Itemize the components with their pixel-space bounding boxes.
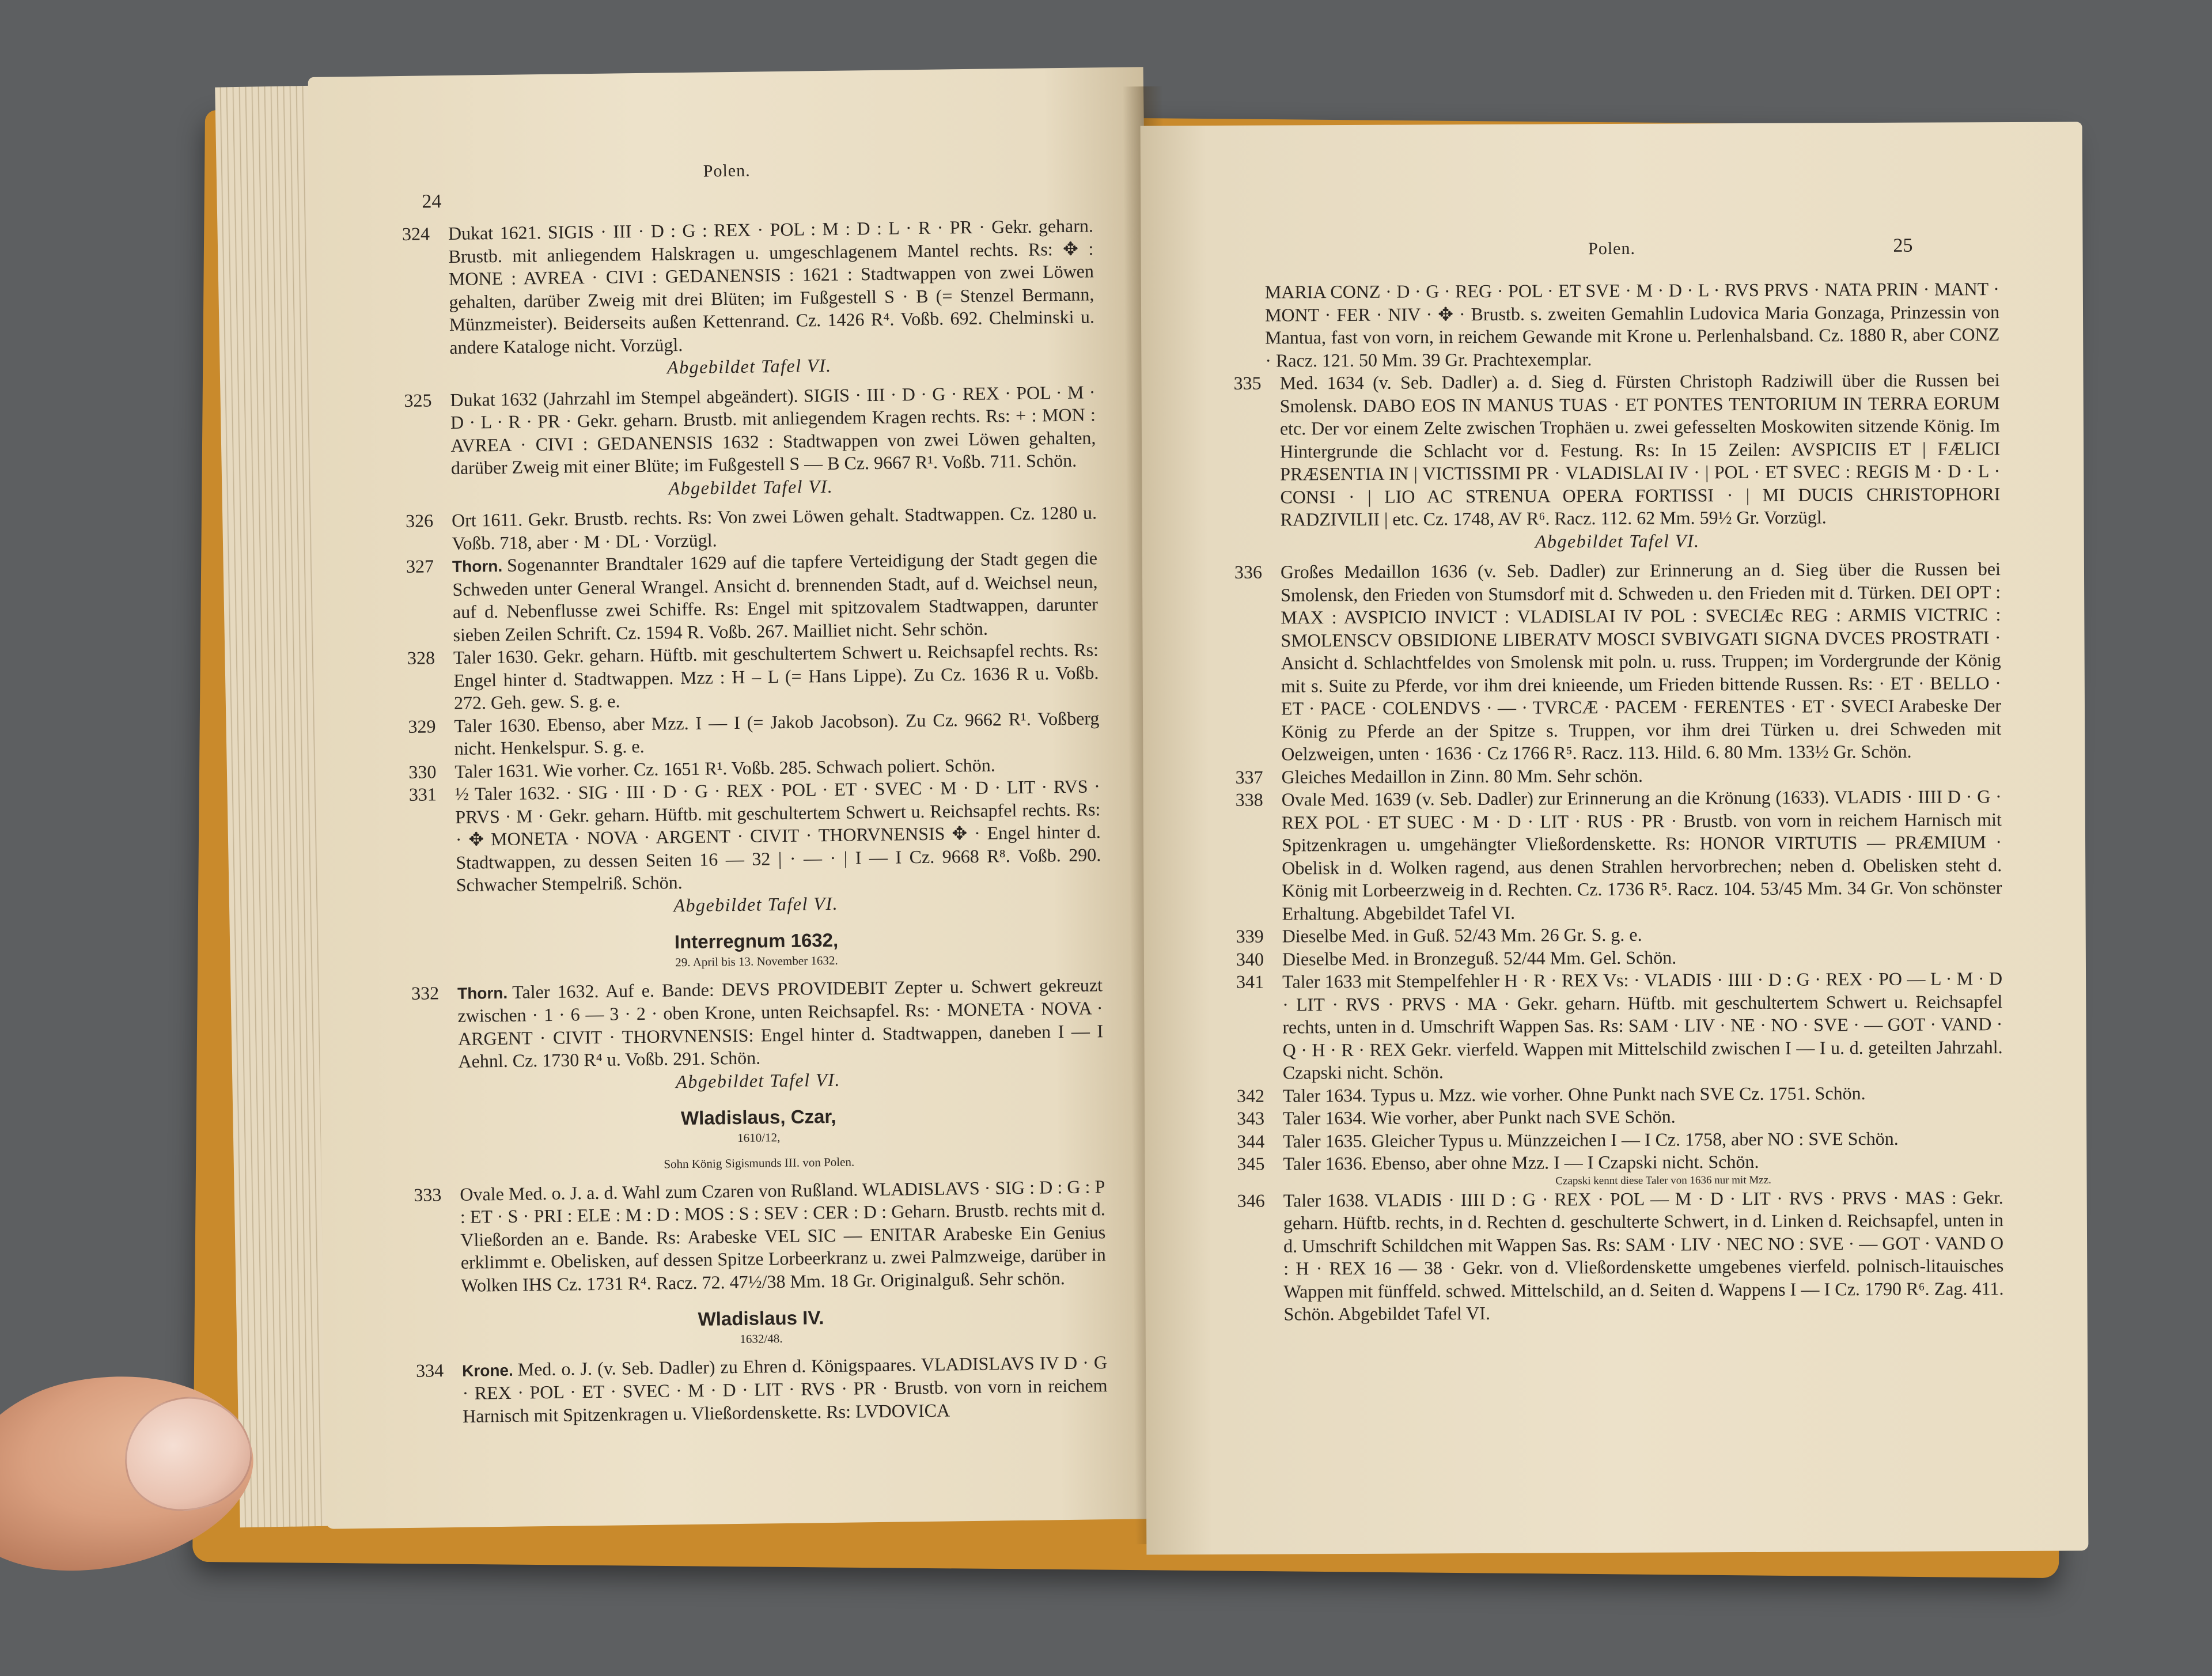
catalog-entry	[1233, 369, 2000, 531]
entry-number: 333	[414, 1183, 442, 1205]
section-dates: 29. April bis 13. November 1632.	[675, 953, 838, 969]
entry-number: 341	[1236, 971, 1264, 992]
entry-number: 326	[405, 510, 434, 531]
catalog-entry	[1233, 278, 2000, 372]
entry-number: 340	[1236, 948, 1264, 970]
catalog-entry	[406, 501, 1097, 555]
page-number: 24	[422, 191, 442, 213]
catalog-entry	[414, 1175, 1106, 1297]
section-heading: Interregnum 1632,	[674, 929, 839, 953]
entry-text: Taler 1636. Ebenso, aber ohne Mzz. I — I Czapski nicht. Schön.	[1283, 1151, 1759, 1174]
entry-number: 332	[411, 982, 440, 1004]
plate-reference: Abgebildet Tafel VI.	[666, 354, 832, 378]
entry-text: Taler 1634. Wie vorher, aber Punkt nach SVE Schön.	[1283, 1106, 1676, 1129]
section-heading: Wladislaus, Czar,	[680, 1105, 836, 1129]
catalog-entry	[1236, 967, 2003, 1084]
entry-keyword: Krone.	[461, 1361, 513, 1380]
plate-reference: Abgebildet Tafel VI.	[673, 892, 839, 915]
entry-text: Taler 1634. Typus u. Mzz. wie vorher. Ohne Punkt nach SVE Cz. 1751. Schön.	[1282, 1082, 1866, 1106]
plate-reference: Abgebildet Tafel VI.	[675, 1069, 841, 1092]
entry-text: Ort 1611. Gekr. Brustb. rechts. Rs: Von zwei Löwen gehalt. Stadtwappen. Cz. 1280 u. Voßb. 718, aber · M · DL · Vorzügl.	[451, 502, 1097, 554]
entry-number: 325	[404, 389, 432, 411]
entry-text: Taler 1638. VLADIS · IIII D : G · REX · POL — M · D · LIT · RVS · PRVS · MAS : Gekr. geharn. Hüftb. rechts, in d. Rechten d. geschulterte Schwert, in d. Linken d. Reichsapfel, unten in d. Umschrift Schildchen mit Wappen Sas. Rs: SAM · LIV · NEC NO : SVE · — GOT · VAND O : H · REX 16 — 38 · Gekr. von d. Vließordenskette umgebenes vierfeld. polnisch-litauisches Wappen mit fünffeld. schwed. Mittelschild, an d. Seiten d. Wappens I — I Cz. 1790 R⁶. Zag. 411. Schön. Abgebildet Tafel VI.	[1283, 1186, 2004, 1325]
entry-text: Taler 1635. Gleicher Typus u. Münzzeichen I — I Cz. 1758, aber NO : SVE Schön.	[1283, 1128, 1899, 1152]
catalog-entry	[408, 707, 1100, 761]
catalog-entry	[1236, 945, 2002, 971]
entry-text: Gleiches Medaillon in Zinn. 80 Mm. Sehr schön.	[1281, 765, 1643, 788]
section-heading: Wladislaus IV.	[698, 1307, 824, 1330]
catalog-entry	[1237, 1104, 2003, 1130]
entry-number: 338	[1235, 789, 1263, 810]
catalog-entry	[1235, 763, 2001, 789]
entry-number: 337	[1235, 766, 1263, 788]
entry-text: Großes Medaillon 1636 (v. Seb. Dadler) zur Erinnerung an d. Sieg über die Russen bei Smolensk, den Frieden von Stumsdorf mit d. Schweden u. den Frieden mit d. Türken. DEI OPT : MAX : AVSPICIO INVICT : VLADISLAI IV POL : SVECIÆc REG : ARMIS VICTRIC : SMOLENSCV OBSIDIONE LIBERATV MOSCI SVBIVGATI SIGNA DVCES PROSTRATI · Ansicht d. Schlachtfeldes von Smolensk mit poln. u. russ. Truppen; im Vordergrunde der König mit s. Suite zu Pferde, vor ihm drei knieende, um Frieden bittende Russen. Rs: · ET · BELLO · ET · PACE · COLENDVS · — · TVRCÆ · PACEM · FERENTES · ET · SVECI Arabeske Der König zu Pferde an der Spitze s. Truppen, vor ihm drei Türken u. drei Schweden mit Oelzweigen, unten · 1636 · Cz 1766 R⁵. Racz. 113. Hild. 6. 80 Mm. 133½ Gr. Schön.	[1280, 558, 2002, 765]
catalog-entry	[404, 381, 1096, 481]
page-number: 25	[1893, 234, 1913, 256]
entry-text: Dukat 1632 (Jahrzahl im Stempel abgeändert). SIGIS · III · D · G · REX · POL · M · D · L · R · PR · Gekr. geharn. Brustb. mit anliegendem Kragen rechts. Rs: + : MON : AVREA · CIVI : GEDANENSIS 1632 : Stadtwappen von zwei Löwen gehalten, darüber Zweig mit einer Blüte; im Fußgestell S — B Cz. 9667 R¹. Voßb. 711. Schön.	[450, 381, 1096, 478]
entry-keyword: Thorn.	[457, 983, 508, 1002]
entry-text: Dieselbe Med. in Guß. 52/43 Mm. 26 Gr. S. g. e.	[1282, 924, 1642, 947]
entry-number: 334	[415, 1359, 444, 1381]
entry-number: 335	[1233, 372, 1262, 394]
section-dates: 1632/48.	[740, 1331, 783, 1346]
entry-keyword: Thorn.	[452, 557, 503, 576]
catalog-entry	[411, 974, 1104, 1074]
right-page	[1141, 122, 2089, 1554]
catalog-entry	[406, 547, 1099, 647]
catalog-entry	[402, 214, 1095, 360]
catalog-entry	[1236, 922, 2002, 948]
catalog-entry	[409, 775, 1101, 897]
entry-number: 343	[1237, 1107, 1265, 1129]
catalog-entry	[1236, 785, 2002, 925]
entry-number: 329	[408, 715, 436, 737]
entry-number: 339	[1236, 925, 1264, 947]
entry-text: Ovale Med. 1639 (v. Seb. Dadler) zur Erinnerung an die Krönung (1633). VLADIS · IIII D · G · REX POL · ET SUEC · M · D · LIT · RUS · PR · Brustb. von vorn in reichem Harnisch mit Spitzenkragen u. umgehängter Vließordenskette. Rs: HONOR VIRTUTIS — PRÆMIUM · Obelisk in d. Wolken ragend, aus denen Strahlen hervorbrechen; neben d. Obelisken steht d. König mit Lorbeerzweig in d. Rechten. Cz. 1736 R⁵. Racz. 104. 53/45 Mm. 34 Gr. Von schönster Erhaltung. Abgebildet Tafel VI.	[1281, 786, 2002, 924]
running-head: Polen.	[1588, 239, 1636, 259]
catalog-entry	[407, 638, 1099, 715]
catalog-entry	[1234, 558, 2002, 766]
entry-number: 327	[406, 555, 434, 577]
entry-number: 331	[408, 784, 437, 805]
section-dates: 1610/12,	[737, 1130, 781, 1145]
catalog-entry	[416, 1351, 1108, 1428]
entry-text: Taler 1630. Gekr. geharn. Hüftb. mit geschultertem Schwert u. Reichsapfel rechts. Rs: Engel hinter d. Stadtwappen. Mzz : H – L (= Hans Lippe). Zu Cz. 1636 R u. Voßb. 272. Geh. gew. S. g. e.	[453, 639, 1099, 713]
entry-text: Med. 1634 (v. Seb. Dadler) a. d. Sieg d. Fürsten Christoph Radziwill über die Russen bei Smolensk. DABO EOS IN MANUS TUAS · ET PONTES TENTORIUM IN TERRA EORUM etc. Der vor einem Zelte zwischen Trophäen u. zwei gefesselten Moskowiten sitzende König. Im Hintergrunde die Schlacht vor d. Festung. Rs: In 15 Zeilen: AVSPICIIS ET | FÆLICI PRÆSENTIA IN | VICTISSIMI PR · VLADISLAI IV · | POL · ET SVEC : REGIS M · D · L · CONSI · | LIO AC STRENUA OPERA FORTISSI · | MI DUCIS CHRISTOPHORI RADZIVILII | etc. Cz. 1748, AV R⁶. Racz. 112. 62 Mm. 59½ Gr. Vorzügl.	[1279, 369, 2001, 530]
entry-text: Sogenannter Brandtaler 1629 auf die tapfere Verteidigung der Stadt gegen die Schweden unter General Wrangel. Ansicht d. brennenden Stadt, auf d. Weichsel neun, auf d. Nebenflusse zwei Schiffe. Rs: Engel mit spitzovalem Stadtwappen, darunter sieben Zeilen Schrift. Cz. 1594 R. Voßb. 267. Mailliet nicht. Sehr schön.	[452, 547, 1099, 645]
catalog-entry	[1237, 1186, 2004, 1326]
right-page-text	[1233, 278, 2004, 1326]
entry-number: 344	[1237, 1130, 1265, 1152]
catalog-entry	[1237, 1127, 2003, 1153]
entry-text: ½ Taler 1632. · SIG · III · D · G · REX · POL · ET · SVEC · M · D · LIT · RVS · PRVS · M · Gekr. geharn. Hüftb. mit geschultertem Schwert u. Reichsapfel rechts. Rs: · ✥ MONETA · NOVA · ARGENT · CIVIT · THORVNENSIS ✥ · Engel hinter d. Stadtwappen, zu dessen Seiten 16 — 32 | · — · | I — I Cz. 9668 R⁸. Voßb. 290. Schwacher Stempelriß. Schön.	[454, 775, 1101, 895]
entry-number: 324	[402, 223, 430, 244]
entry-number: 342	[1236, 1085, 1265, 1106]
entry-text: MARIA CONZ · D · G · REG · POL · ET SVE · M · D · L · RVS PRVS · NATA PRIN · MANT · MONT · FER · NIV · ✥ · Brustb. s. zweiten Gemahlin Ludovica Maria Gonzaga, Prinzessin von Mantua, fast von vorn, in reichem Gewande mit Krone u. Perlenhalsband. Cz. 1880 R, aber CONZ · Racz. 121. 50 Mm. 39 Gr. Prachtexemplar.	[1264, 278, 2000, 371]
entry-text: Ovale Med. o. J. a. d. Wahl zum Czaren von Rußland. WLADISLAVS · SIG : D : G : P : ET · S · PRI : ELE : M : D : MOS : S : SEV : CER : D : Geharn. Brustb. rechts mit d. Vließorden an e. Bande. Rs: Arabeske VEL SIC — ENITAR Arabeske Ein Genius erklimmt e. Obelisken, auf dessen Spitze Lorbeerkranz u. zwei Palmzweige, darüber in Wolken IHS Cz. 1731 R⁴. Racz. 72. 47½/38 Mm. 18 Gr. Originalguß. Sehr schön.	[460, 1175, 1106, 1296]
section-subtitle: Sohn König Sigismunds III. von Polen.	[664, 1155, 855, 1171]
catalog-entry	[1237, 1149, 2003, 1175]
entry-text: Taler 1633 mit Stempelfehler H · R · REX Vs: · VLADIS · IIII · D : G · REX · PO — L · M · D · LIT · RVS · PRVS · MA · Gekr. geharn. Hüftb. mit geschultertem Schwert u. Reichsapfel rechts, unten in d. Umschrift Wappen Sas. Rs: SAM · LIV · NE · NO · SVE · — GOT · VAND · Q · H · R · REX Gekr. vierfeld. Wappen mit Mittelschild zwischen I — I u. d. geteilten Jahrzahl. Czapski nicht. Schön.	[1282, 968, 2003, 1083]
left-page-text	[402, 214, 1108, 1428]
entry-text: Taler 1631. Wie vorher. Cz. 1651 R¹. Voßb. 285. Schwach poliert. Schön.	[454, 754, 995, 782]
running-head: Polen.	[703, 161, 751, 181]
entry-text: Taler 1632. Auf e. Bande: DEVS PROVIDEBIT Zepter u. Schwert gekreuzt zwischen · 1 · 6 — 3 · 2 · oben Krone, unten Reichsapfel. Rs: · MONETA · NOVA · ARGENT · CIVIT · THORVNENSIS: Engel hinter d. Stadtwappen, daneben I — I Aehnl. Cz. 1730 R⁴ u. Voßb. 291. Schön.	[457, 974, 1104, 1072]
plate-reference: Abgebildet Tafel VI.	[1535, 529, 1700, 552]
entry-text: Med. o. J. (v. Seb. Dadler) zu Ehren d. Königspaares. VLADISLAVS IV D · G · REX · POL · ET · SVEC · M · D · LIT · RVS · PR · Brustb. von vorn in reichem Harnisch mit Spitzenkragen u. Vließordenskette. Rs: LVDOVICA	[462, 1351, 1108, 1427]
entry-number: 328	[407, 647, 435, 668]
entry-text: Taler 1630. Ebenso, aber Mzz. I — I (= Jakob Jacobson). Zu Cz. 9662 R¹. Voßberg nicht. Henkelspur. S. g. e.	[454, 707, 1100, 759]
catalog-entry	[1237, 1081, 2003, 1107]
left-page	[308, 67, 1161, 1529]
entry-number: 346	[1237, 1190, 1265, 1211]
plate-reference: Abgebildet Tafel VI.	[668, 475, 834, 498]
entry-number: 345	[1237, 1153, 1265, 1174]
footnote: Czapski kennt diese Taler von 1636 nur mit Mzz.	[1555, 1174, 1771, 1187]
entry-text: Dieselbe Med. in Bronzeguß. 52/44 Mm. Gel. Schön.	[1282, 947, 1677, 970]
entry-number: 330	[408, 761, 437, 782]
entry-text: Dukat 1621. SIGIS · III · D : G : REX · POL : M : D : L · R · PR · Gekr. geharn. Brustb. mit anliegendem Halskragen u. umgeschlagenem Mantel rechts. Rs: ✥ : MONE : AVREA · CIVI : GEDANENSIS : 1621 : Stadtwappen von zwei Löwen gehalten, darüber Zweig mit drei Blüten; im Fußgestell S · B (= Stenzel Bermann, Münzmeister). Beiderseits außen Kettenrand. Cz. 1426 R⁴. Voßb. 692. Chelminski u. andere Kataloge nicht. Vorzügl.	[448, 215, 1095, 358]
entry-number: 336	[1234, 561, 1263, 582]
